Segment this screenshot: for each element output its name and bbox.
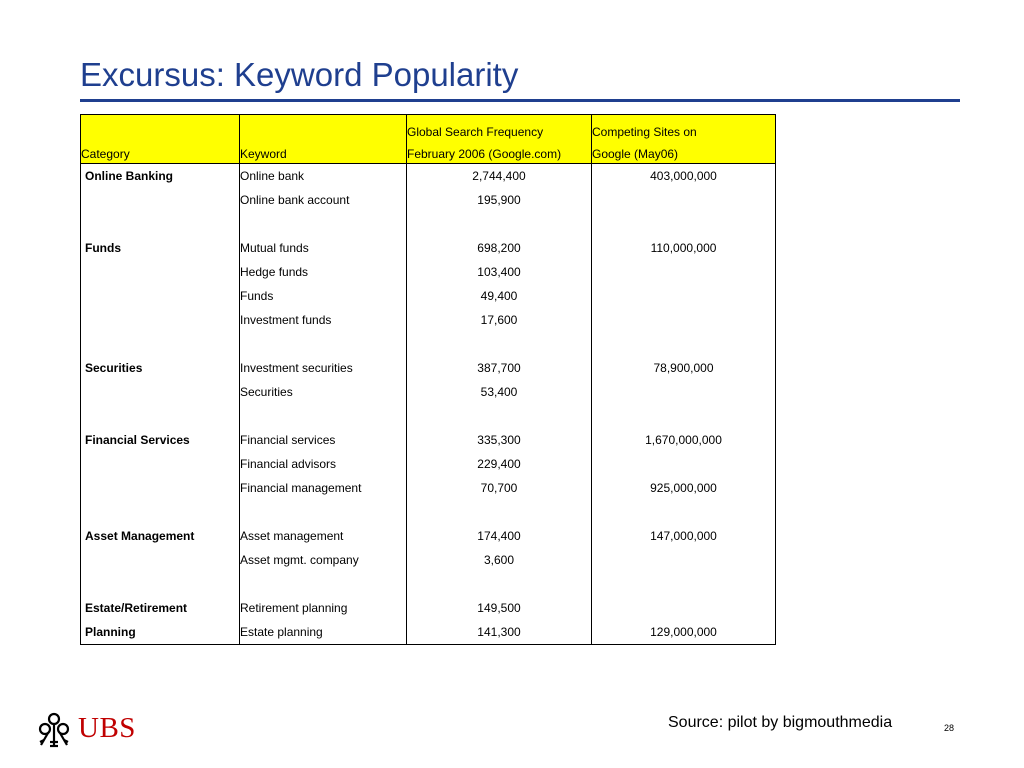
table-row bbox=[81, 620, 776, 645]
cell-sites: 1,670,000,000 bbox=[592, 428, 776, 452]
cell-category bbox=[81, 308, 240, 332]
table-row bbox=[81, 596, 776, 620]
table-row bbox=[81, 428, 776, 452]
table-row bbox=[81, 308, 776, 332]
cell-frequency: 3,600 bbox=[407, 548, 592, 572]
table-row bbox=[81, 260, 776, 284]
cell-category: Funds bbox=[81, 236, 240, 260]
header-sites-line1: Competing Sites on bbox=[592, 115, 776, 140]
page-number: 28 bbox=[944, 723, 955, 733]
table-row bbox=[81, 476, 776, 500]
cell-sites: 110,000,000 bbox=[592, 236, 776, 260]
table-row bbox=[81, 380, 776, 404]
cell-frequency: 49,400 bbox=[407, 284, 592, 308]
cell-keyword: Securities bbox=[240, 380, 407, 404]
cell-category: Financial Services bbox=[81, 428, 240, 452]
cell-category: Asset Management bbox=[81, 524, 240, 548]
cell-sites bbox=[592, 380, 776, 404]
cell-keyword: Estate planning bbox=[240, 620, 407, 645]
cell-frequency: 698,200 bbox=[407, 236, 592, 260]
cell-keyword: Financial advisors bbox=[240, 452, 407, 476]
cell-sites bbox=[592, 596, 776, 620]
cell-category: Online Banking bbox=[81, 164, 240, 189]
table-row bbox=[81, 548, 776, 572]
table-row bbox=[81, 500, 776, 524]
cell-keyword: Funds bbox=[240, 284, 407, 308]
cell-sites bbox=[592, 332, 776, 356]
cell-frequency bbox=[407, 404, 592, 428]
cell-keyword: Investment securities bbox=[240, 356, 407, 380]
cell-category: Planning bbox=[81, 620, 240, 645]
cell-sites: 129,000,000 bbox=[592, 620, 776, 645]
cell-frequency: 2,744,400 bbox=[407, 164, 592, 189]
cell-frequency: 149,500 bbox=[407, 596, 592, 620]
cell-frequency: 229,400 bbox=[407, 452, 592, 476]
cell-category bbox=[81, 500, 240, 524]
table-row bbox=[81, 284, 776, 308]
cell-sites: 403,000,000 bbox=[592, 164, 776, 189]
table-row bbox=[81, 188, 776, 212]
cell-keyword: Asset management bbox=[240, 524, 407, 548]
title-underline bbox=[80, 99, 960, 102]
cell-sites bbox=[592, 572, 776, 596]
cell-frequency bbox=[407, 572, 592, 596]
cell-sites: 78,900,000 bbox=[592, 356, 776, 380]
table-row bbox=[81, 572, 776, 596]
cell-sites bbox=[592, 404, 776, 428]
cell-category bbox=[81, 380, 240, 404]
cell-frequency bbox=[407, 332, 592, 356]
cell-frequency: 174,400 bbox=[407, 524, 592, 548]
table-header-row-2 bbox=[81, 139, 776, 164]
cell-category bbox=[81, 404, 240, 428]
cell-frequency: 141,300 bbox=[407, 620, 592, 645]
cell-frequency: 387,700 bbox=[407, 356, 592, 380]
cell-sites bbox=[592, 500, 776, 524]
cell-keyword: Asset mgmt. company bbox=[240, 548, 407, 572]
header-frequency-line2: February 2006 (Google.com) bbox=[407, 139, 592, 164]
cell-sites bbox=[592, 548, 776, 572]
cell-frequency: 53,400 bbox=[407, 380, 592, 404]
cell-frequency: 17,600 bbox=[407, 308, 592, 332]
cell-sites bbox=[592, 452, 776, 476]
cell-keyword: Financial services bbox=[240, 428, 407, 452]
header-keyword-line1 bbox=[240, 115, 407, 140]
cell-frequency bbox=[407, 500, 592, 524]
header-keyword: Keyword bbox=[240, 139, 407, 164]
ubs-logo-text: UBS bbox=[78, 712, 136, 744]
cell-category bbox=[81, 284, 240, 308]
cell-frequency: 103,400 bbox=[407, 260, 592, 284]
cell-keyword: Online bank bbox=[240, 164, 407, 189]
cell-frequency bbox=[407, 212, 592, 236]
table-row bbox=[81, 164, 776, 189]
header-sites-line2: Google (May06) bbox=[592, 139, 776, 164]
cell-category bbox=[81, 332, 240, 356]
table-row bbox=[81, 524, 776, 548]
table-row bbox=[81, 356, 776, 380]
cell-keyword: Investment funds bbox=[240, 308, 407, 332]
cell-category: Estate/Retirement bbox=[81, 596, 240, 620]
cell-category bbox=[81, 188, 240, 212]
cell-keyword: Retirement planning bbox=[240, 596, 407, 620]
header-frequency-line1: Global Search Frequency bbox=[407, 115, 592, 140]
table-body bbox=[81, 164, 776, 645]
cell-sites bbox=[592, 260, 776, 284]
cell-frequency: 70,700 bbox=[407, 476, 592, 500]
cell-category bbox=[81, 476, 240, 500]
cell-sites: 925,000,000 bbox=[592, 476, 776, 500]
table-row bbox=[81, 236, 776, 260]
cell-category bbox=[81, 212, 240, 236]
cell-keyword: Hedge funds bbox=[240, 260, 407, 284]
cell-frequency: 195,900 bbox=[407, 188, 592, 212]
table-row bbox=[81, 212, 776, 236]
cell-keyword: Financial management bbox=[240, 476, 407, 500]
cell-keyword: Online bank account bbox=[240, 188, 407, 212]
table-header-row-1 bbox=[81, 115, 776, 140]
cell-sites bbox=[592, 212, 776, 236]
header-category: Category bbox=[81, 139, 240, 164]
cell-category bbox=[81, 572, 240, 596]
cell-category bbox=[81, 452, 240, 476]
cell-category: Securities bbox=[81, 356, 240, 380]
cell-sites: 147,000,000 bbox=[592, 524, 776, 548]
cell-keyword bbox=[240, 212, 407, 236]
header-category-line1 bbox=[81, 115, 240, 140]
table-row bbox=[81, 404, 776, 428]
cell-category bbox=[81, 548, 240, 572]
cell-keyword bbox=[240, 332, 407, 356]
table-row bbox=[81, 332, 776, 356]
cell-keyword bbox=[240, 500, 407, 524]
cell-category bbox=[81, 260, 240, 284]
cell-frequency: 335,300 bbox=[407, 428, 592, 452]
cell-keyword bbox=[240, 572, 407, 596]
keyword-table bbox=[80, 114, 776, 645]
cell-sites bbox=[592, 284, 776, 308]
cell-sites bbox=[592, 308, 776, 332]
cell-keyword bbox=[240, 404, 407, 428]
source-note: Source: pilot by bigmouthmedia bbox=[668, 714, 893, 731]
cell-sites bbox=[592, 188, 776, 212]
slide-title: Excursus: Keyword Popularity bbox=[80, 56, 519, 93]
cell-keyword: Mutual funds bbox=[240, 236, 407, 260]
table-row bbox=[81, 452, 776, 476]
